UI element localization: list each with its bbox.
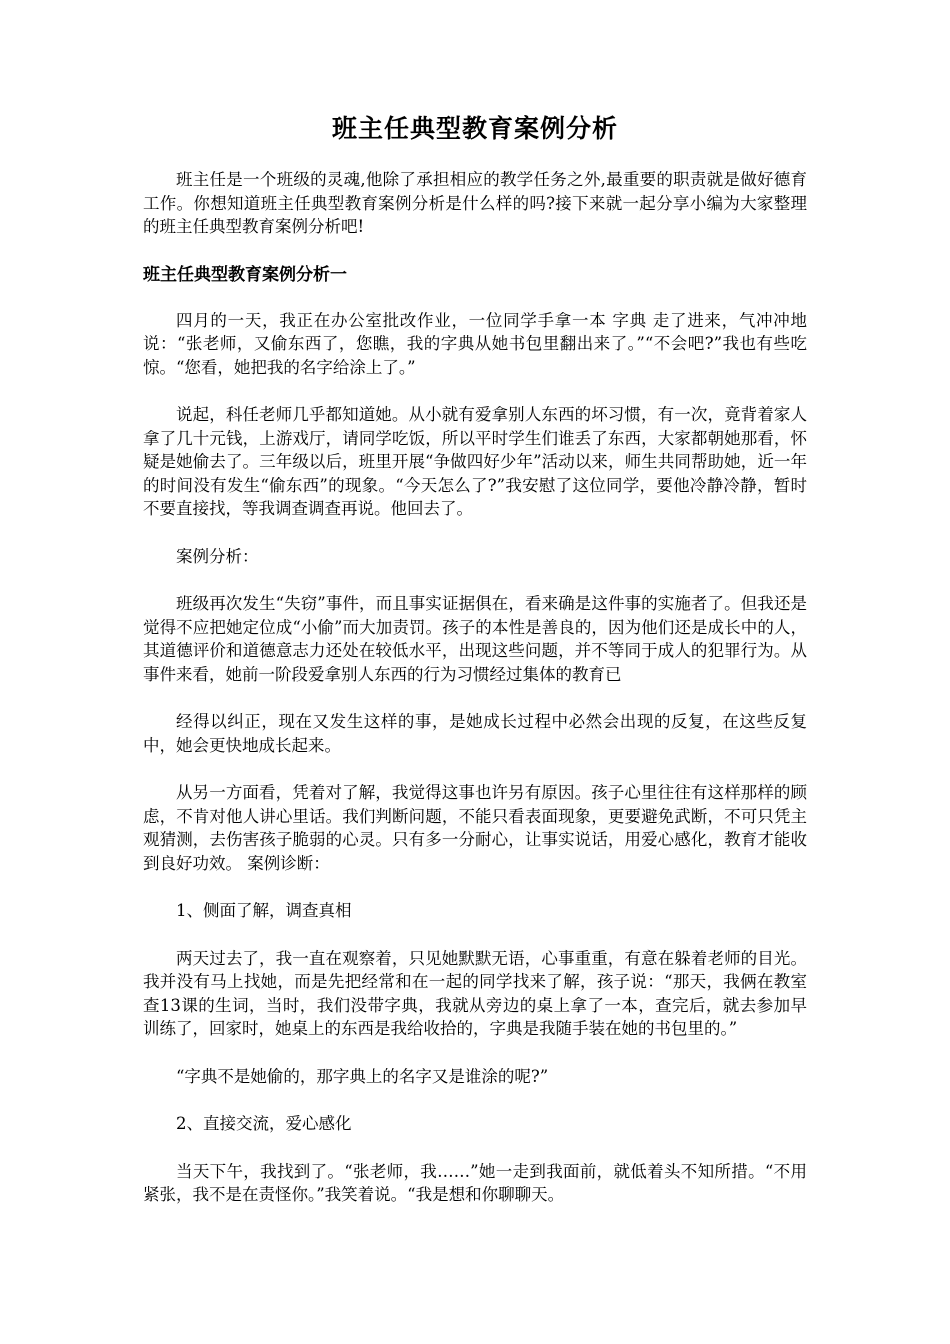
document-page — [143, 112, 807, 1231]
case-analysis-label: 案例分析： — [176, 546, 259, 566]
body-paragraph: 说起，科任老师几乎都知道她。从小就有爱拿别人东西的坏习惯，有一次，竟背着家人拿了几十元钱，上游戏厅，请同学吃饭，所以平时学生们谁丢了东西，大家都朝她那看，怀疑是她偷去了。三年级以后，班里开展“争做四好少年”活动以来，师生共同帮助她，近一年的时间没有发生“偷东西”的现象。“今天怎么了?”我安慰了这位同学，要他冷静冷静，暂时不要直接找，等我调查调查再说。他回去了。 — [143, 405, 807, 518]
body-paragraph: 从另一方面看，凭着对了解，我觉得这事也许另有原因。孩子心里往往有这样那样的顾虑，不肯对他人讲心里话。我们判断问题，不能只看表面现象，更要避免武断，不可只凭主观猜测，去伤害孩子脆弱的心灵。只有多一分耐心，让事实说话，用爱心感化，教育才能收到良好功效。 案例诊断： — [143, 783, 807, 873]
quote-paragraph: “字典不是她偷的，那字典上的名字又是谁涂的呢?” — [176, 1066, 549, 1086]
section-heading: 班主任典型教育案例分析一 — [143, 264, 347, 285]
intro-paragraph: 班主任是一个班级的灵魂,他除了承担相应的教学任务之外,最重要的职责就是做好德育工作。你想知道班主任典型教育案例分析是什么样的吗?接下来就一起分享小编为大家整理的班主任典型教育案例分析吧! — [143, 170, 807, 236]
subheading-2: 2、直接交流，爱心感化 — [176, 1114, 352, 1133]
document-title: 班主任典型教育案例分析 — [331, 114, 618, 143]
body-paragraph: 经得以纠正，现在又发生这样的事，是她成长过程中必然会出现的反复，在这些反复中，她会更快地成长起来。 — [143, 712, 807, 755]
body-paragraph: 两天过去了，我一直在观察着，只见她默默无语，心事重重，有意在躲着老师的目光。我并没有马上找她，而是先把经常和在一起的同学找来了解，孩子说：“那天，我俩在教室查13课的生词，当时，我们没带字典，我就从旁边的桌上拿了一本，查完后，就去参加早训练了，回家时，她桌上的东西是我给收拾的，字典是我随手装在她的书包里的。” — [143, 948, 807, 1038]
body-paragraph: 班级再次发生“失窃”事件，而且事实证据俱在，看来确是这件事的实施者了。但我还是觉得不应把她定位成“小偷”而大加责罚。孩子的本性是善良的，因为他们还是成长中的人，其道德评价和道德意志力还处在较低水平，出现这些问题，并不等同于成人的犯罪行为。从事件来看，她前一阶段爱拿别人东西的行为习惯经过集体的教育已 — [143, 594, 807, 684]
subheading-1: 1、侧面了解，调查真相 — [176, 901, 352, 920]
body-paragraph: 当天下午，我找到了。“张老师，我……”她一走到我面前，就低着头不知所措。“不用紧张，我不是在责怪你。”我笑着说。“我是想和你聊聊天。 — [143, 1161, 807, 1204]
body-paragraph: 四月的一天，我正在办公室批改作业，一位同学手拿一本 字典 走了进来，气冲冲地说：“张老师，又偷东西了，您瞧，我的字典从她书包里翻出来了。”“不会吧?”我也有些吃惊。“您看，她把我的名字给涂上了。” — [143, 310, 807, 377]
